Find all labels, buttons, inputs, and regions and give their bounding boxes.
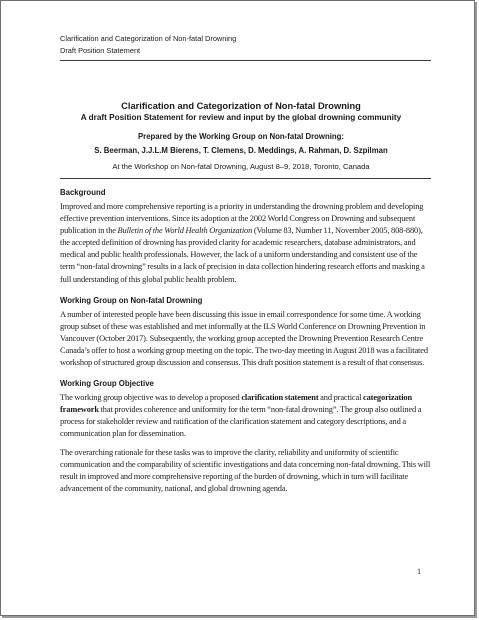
section-heading-objective: Working Group Objective	[60, 379, 154, 389]
text-run: and practical	[318, 393, 363, 403]
title-block	[41, 100, 441, 172]
bold-term: clarification statement	[241, 393, 319, 403]
objective-paragraph-1	[60, 392, 432, 440]
authors: S. Beerman, J.J.L.M Bierens, T. Clemens, D. Meddings, A. Rahman, D. Szpilman	[94, 146, 388, 155]
header-rule	[60, 60, 431, 61]
title-rule	[60, 178, 431, 179]
page-number: 1	[417, 567, 421, 576]
section-heading-background: Background	[60, 188, 106, 197]
section-heading-working-group: Working Group on Non-fatal Drowning	[60, 295, 203, 305]
workshop-line: At the Workshop on Non-fatal Drowning, August 8–9, 2018, Toronto, Canada	[112, 162, 370, 171]
running-header	[60, 33, 430, 57]
document-body	[60, 187, 432, 495]
working-group-paragraph: A number of interested people have been discussing this issue in email correspondence for some time. A working group subset of these was established and met informally at the ILS World Conference on Drowning Prevention in Vancouver (October 2017). Subsequently, the working group accepted the Drowning Prevention Research Centre Canada’s offer to host a working group meeting on the topic. The two-day meeting in August 2018 was a facilitated workshop of structured group discussion and consensus. This draft position statement is a result of that consensus.	[60, 309, 428, 368]
document-title: Clarification and Categorization of Non-fatal Drowning	[121, 101, 361, 111]
header-subtitle: Draft Position Statement	[60, 46, 141, 55]
text-run: The working group objective was to develop a proposed	[60, 393, 242, 403]
objective-paragraph-2: The overarching rationale for these tasks was to improve the clarity, reliability and uniformity of scientific communication and the comparability of scientific investigations and data concerning non-fatal drowning. This will result in improved and more comprehensive reporting of the burden of drowning, which in turn will facilitate advancement of the community, national, and global drowning agenda.	[60, 447, 431, 493]
journal-title: Bulletin of the World Health Organization	[117, 226, 253, 236]
bold-term: categorization framework	[60, 393, 413, 415]
document-subtitle: A draft Position Statement for review and input by the global drowning community	[80, 113, 402, 122]
background-paragraph	[60, 201, 432, 286]
prepared-by: Prepared by the Working Group on Non-fatal Drowning:	[137, 132, 345, 141]
text-run: that provides coherence and uniformity for the term “non-fatal drowning”. The group also outlined a process for stakeholder review and ratification of the clarification statement and category descriptions, and a communication plan for dissemination.	[60, 405, 422, 439]
header-title: Clarification and Categorization of Non-fatal Drowning	[60, 34, 237, 43]
text-run: (Volume 83, Number 11, November 2005, 808-880), the accepted definition of drowning has provided clarity for academic researchers, database administrators, and medical and public health professionals. However, the lack of a uniform understanding and consistent use of the term “non-fatal drowning” results in a lack of precision in data collection hindering research efforts and masking a full understanding of this global public health problem.	[60, 226, 425, 284]
text-run: Improved and more comprehensive reporting is a priority in understanding the drowning problem and developing effective prevention interventions. Since its adoption at the 2002 World Congress on Drowning and subsequent publication in the	[60, 202, 424, 236]
